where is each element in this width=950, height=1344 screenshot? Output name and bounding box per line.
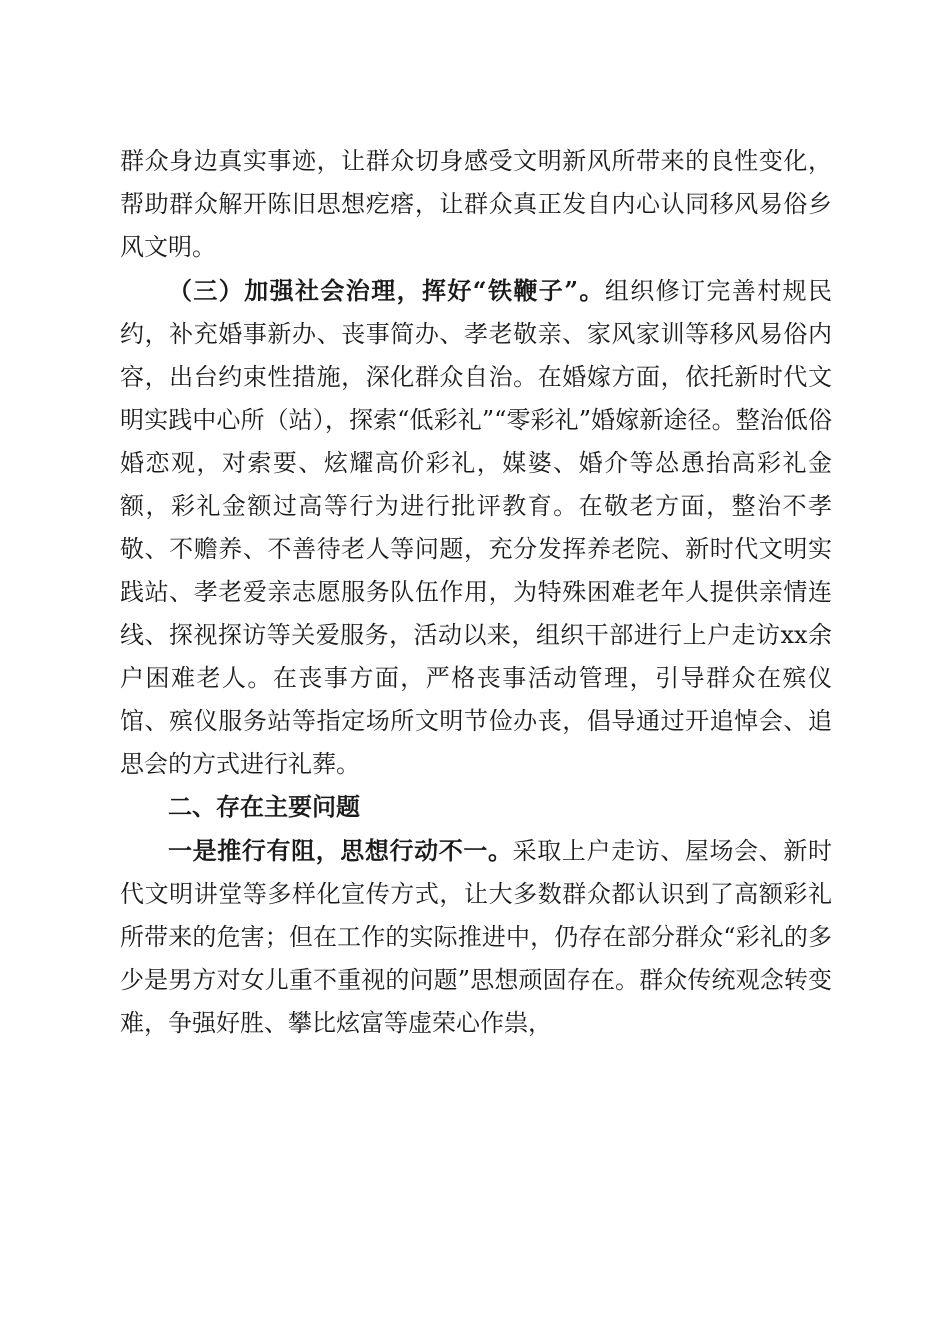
paragraph-text: 组织修订完善村规民约，补充婚事新办、丧事简办、孝老敬亲、家风家训等移风易俗内容，出台约束性措施，深化群众自治。在婚嫁方面，依托新时代文明实践中心所（站），探索“低彩礼”“零彩礼”婚嫁新途径。整治低俗婚恋观，对索要、炫耀高价彩礼，媒婆、婚介等怂恿抬高彩礼金额，彩礼金额过高等行为进行批评教育。在敬老方面，整治不孝敬、不赡养、不善待老人等问题，充分发挥养老院、新时代文明实践站、孝老爱亲志愿服务队伍作用，为特殊困难老年人提供亲情连线、探视探访等关爱服务，活动以来，组织干部进行上户走访xx余户困难老人。在丧事方面，严格丧事活动管理，引导群众在殡仪馆、殡仪服务站等指定场所文明节俭办丧，倡导通过开追悼会、追思会的方式进行礼葬。 <box>120 277 833 778</box>
paragraph-continuation <box>120 140 832 269</box>
paragraph-social-governance <box>120 269 832 786</box>
paragraph-text: 群众身边真实事迹，让群众切身感受文明新风所带来的良性变化，帮助群众解开陈旧思想疙瘩，让群众真正发自内心认同移风易俗乡风文明。 <box>120 147 832 261</box>
subsection-lead: （三）加强社会治理，挥好“铁鞭子”。 <box>168 276 605 305</box>
paragraph-text: 采取上户走访、屋场会、新时代文明讲堂等多样化宣传方式，让大多数群众都认识到了高额彩礼所带来的危害；但在工作的实际推进中，仍存在部分群众“彩礼的多少是男方对女儿重不重视的问题”思想顽固存在。群众传统观念转变难，争强好胜、攀比炫富等虚荣心作祟， <box>120 837 833 1037</box>
problem-lead: 一是推行有阻，思想行动不一。 <box>168 836 513 865</box>
paragraph-problem-one <box>120 829 832 1045</box>
document-body <box>120 140 832 1045</box>
section-heading: 二、存在主要问题 <box>168 793 360 821</box>
